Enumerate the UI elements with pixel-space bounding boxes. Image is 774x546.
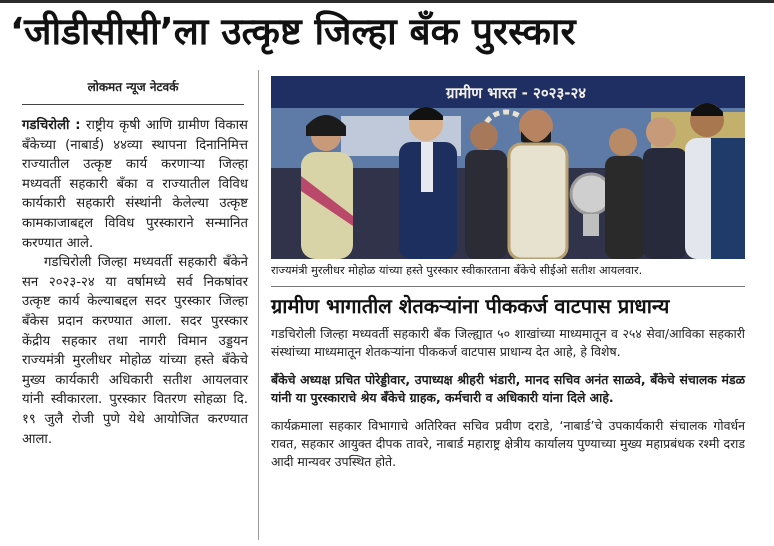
- right-paragraph-3: कार्यक्रमाला सहकार विभागाचे अतिरिक्त सचिव प्रवीण दराडे, ‘नाबार्ड’चे उपकार्यकारी संचालक गोवर्धन रावत, सहकार आयुक्त दीपक तावरे, नाबार्ड महाराष्ट्र क्षेत्रीय कार्यालय पुण्याच्या मुख्य महाप्रबंधक रश्मी दराड आदी मान्यवर उपस्थित होते.: [271, 418, 745, 469]
- award-photo: [271, 76, 745, 259]
- photo-caption: राज्यमंत्री मुरलीधर मोहोळ यांच्या हस्ते पुरस्कार स्वीकारताना बँकेचे सीईओ सतीश आयलवार.: [271, 264, 643, 277]
- headline: ‘जीडीसीसी’ला उत्कृष्ट जिल्हा बँक पुरस्कार: [10, 10, 576, 53]
- section-divider: [271, 286, 745, 287]
- dateline-place: गडचिरोली :: [22, 118, 81, 133]
- column-divider: [258, 70, 259, 540]
- right-paragraph-1: गडचिरोली जिल्हा मध्यवर्ती सहकारी बँक जिल्ह्यात ५० शाखांच्या माध्यमातून व २५४ सेवा/आविका सहकारी संस्थांच्या माध्यमातून शेतकऱ्यांना पीककर्ज वाटपास प्राधान्य देत आहे, हे विशेष.: [271, 326, 745, 359]
- right-column: [271, 325, 745, 481]
- subheading: ग्रामीण भागातील शेतकऱ्यांना पीककर्ज वाटपास प्राधान्य: [271, 294, 670, 318]
- left-paragraph-1-text: राष्ट्रीय कृषी आणि ग्रामीण विकास बँकेच्या (नाबार्ड) ४४व्या स्थापना दिनानिमित्त राज्यातील उत्कृष्ट कार्य करणाऱ्या जिल्हा मध्यवर्ती सहकारी बँका व राज्यातील विविध कार्यकारी सहकारी संस्थांनी केलेल्या उत्कृष्ट कामकाजाबद्दल विविध पुरस्काराने सन्मानित करण्यात आले.: [22, 118, 248, 251]
- photo-banner-text: ग्रामीण भारत - २०२३-२४: [446, 84, 587, 102]
- byline: लोकमत न्यूज नेटवर्क: [22, 78, 244, 105]
- left-paragraph-1: [22, 116, 248, 253]
- left-paragraph-2: गडचिरोली जिल्हा मध्यवर्ती सहकारी बँकेने सन २०२३-२४ या वर्षामध्ये सर्व निकषांवर उत्कृष्ट कार्य केल्याबद्दल सदर पुरस्कार जिल्हा बँकेस प्रदान करण्यात आला. सदर पुरस्कार केंद्रीय सहकार तथा नागरी विमान उड्डयन राज्यमंत्री मुरलीधर मोहोळ यांच्या हस्ते बँकेचे मुख्य कार्यकारी अधिकारी सतीश आयलवार यांनी स्वीकारला. पुरस्कार वितरण सोहळा दि. १९ जुलै रोजी पुणे येथे आयोजित करण्यात आला.: [22, 255, 248, 447]
- left-column: [22, 116, 248, 449]
- top-rule: [0, 0, 774, 3]
- award-photo-illustration: [271, 76, 745, 259]
- right-paragraph-2: बँकेचे अध्यक्ष प्रचित पोरेड्डीवार, उपाध्यक्ष श्रीहरी भंडारी, मानद सचिव अनंत साळवे, बँकेचे संचालक मंडळ यांनी या पुरस्काराचे श्रेय बँकेचे ग्राहक, कर्मचारी व अधिकारी यांना दिले आहे.: [271, 372, 745, 405]
